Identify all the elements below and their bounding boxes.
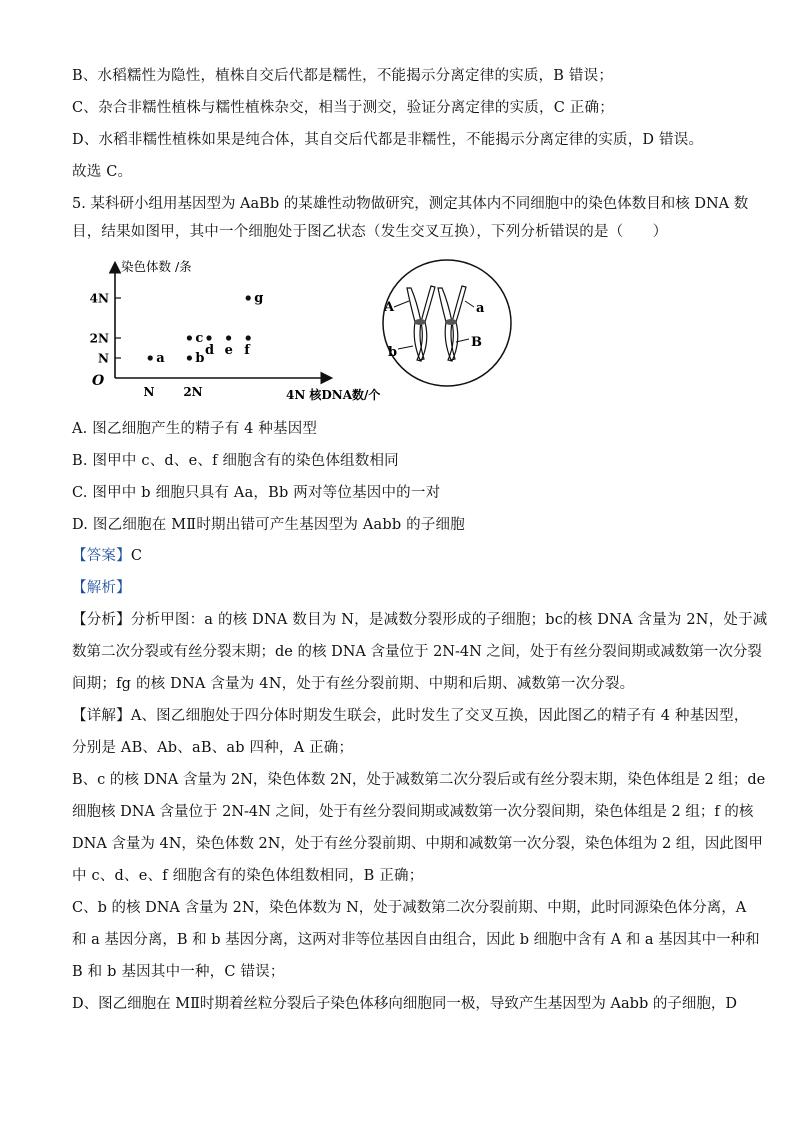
data-point-c bbox=[187, 335, 192, 340]
answer-value: C bbox=[130, 548, 143, 564]
answer-line bbox=[72, 546, 722, 566]
option-d: D. 图乙细胞在 MⅡ时期出错可产生基因型为 Aabb 的子细胞 bbox=[72, 517, 465, 533]
option-b: B. 图甲中 c、d、e、f 细胞含有的染色体组数相同 bbox=[72, 453, 399, 469]
analysis-sub-tag: 【分析】 bbox=[72, 612, 131, 628]
analysis-line-2: 数第二次分裂或有丝分裂末期；de 的核 DNA 含量位于 2N-4N 之间，处于有丝分裂间期或减数第一次分裂 bbox=[72, 644, 762, 660]
question-line-1: 5. 某科研小组用基因型为 AaBb 的某雄性动物做研究，测定其体内不同细胞中的染色体数目和核 DNA 数 bbox=[72, 196, 749, 212]
gene-label-A: A bbox=[384, 300, 395, 315]
origin-label: O bbox=[92, 373, 105, 389]
x-tick-label: 2N bbox=[183, 385, 203, 399]
data-label-b: b bbox=[195, 351, 205, 366]
answer-tag: 【答案】 bbox=[72, 548, 131, 564]
detail-line-6: 中 c、d、e、f 细胞含有的染色体组数相同，B 正确； bbox=[72, 868, 424, 884]
data-label-a: a bbox=[156, 351, 165, 366]
detail-line-2: 分别是 AB、Ab、aB、ab 四种，A 正确； bbox=[72, 740, 354, 756]
detail-line-8: 和 a 基因分离，B 和 b 基因分离，这两对非等位基因自由组合，因此 b 细胞中含有 A 和 a 基因其中一种和 bbox=[72, 932, 760, 948]
gene-label-b: b bbox=[388, 345, 398, 360]
cell-diagram bbox=[383, 260, 511, 386]
prev-conclusion: 故选 C。 bbox=[72, 164, 133, 180]
figure-area bbox=[72, 256, 632, 402]
data-label-g: g bbox=[254, 291, 264, 306]
data-point-f bbox=[246, 335, 251, 340]
analysis-line-1: 【分析】分析甲图：a 的核 DNA 数目为 N，是减数分裂形成的子细胞；bc的核 DNA 含量为 2N，处于减 bbox=[72, 612, 768, 628]
y-axis-label: 染色体数 /条 bbox=[121, 259, 192, 274]
data-point-b bbox=[187, 355, 192, 360]
data-points bbox=[148, 291, 264, 366]
detail-line-1: 【详解】A、图乙细胞处于四分体时期发生联会，此时发生了交叉互换，因此图乙的精子有 4 种基因型， bbox=[72, 708, 749, 724]
y-tick-label: N bbox=[98, 351, 109, 366]
y-tick-label: 4N bbox=[89, 291, 109, 306]
prev-option-d: D、水稻非糯性植株如果是纯合体，其自交后代都是非糯性，不能揭示分离定律的实质，D 错误。 bbox=[72, 132, 704, 148]
analysis-line-3: 间期；fg 的核 DNA 含量为 4N，处于有丝分裂前期、中期和后期、减数第一次分裂。 bbox=[72, 676, 635, 692]
data-point-g bbox=[246, 295, 251, 300]
data-label-c: c bbox=[195, 331, 204, 346]
analysis-tag: 【解析】 bbox=[72, 580, 131, 596]
centromere-left bbox=[414, 319, 426, 325]
detail-line-7: C、b 的核 DNA 含量为 2N，染色体数为 N，处于减数第二次分裂前期、中期，此时同源染色体分离，A bbox=[72, 900, 747, 916]
x-tick-label: N bbox=[143, 385, 155, 399]
detail-line-9: B 和 b 基因其中一种，C 错误； bbox=[72, 964, 285, 980]
data-point-e bbox=[226, 335, 231, 340]
data-point-d bbox=[206, 335, 211, 340]
detail-line-4: 细胞核 DNA 含量位于 2N-4N 之间，处于有丝分裂间期或减数第一次分裂间期，染色体组是 2 组；f 的核 bbox=[72, 804, 754, 820]
centromere-right bbox=[445, 319, 457, 325]
option-c: C. 图甲中 b 细胞只具有 Aa，Bb 两对等位基因中的一对 bbox=[72, 485, 441, 501]
y-tick-label: 2N bbox=[89, 331, 109, 346]
detail-line-5: DNA 含量为 4N，染色体数 2N，处于有丝分裂前期、中期和减数第一次分裂，染色体组为 2 组，因此图甲 bbox=[72, 836, 763, 852]
question-line-2: 目，结果如图甲，其中一个细胞处于图乙状态（发生交叉互换），下列分析错误的是（ ） bbox=[72, 224, 668, 240]
data-label-d: d bbox=[205, 343, 215, 358]
detail-tag: 【详解】 bbox=[72, 708, 131, 724]
prev-option-c: C、杂合非糯性植株与糯性植株杂交，相当于测交，验证分离定律的实质，C 正确； bbox=[72, 100, 614, 116]
data-label-e: e bbox=[224, 343, 233, 358]
detail-line-3: B、c 的核 DNA 含量为 2N，染色体数 2N，处于减数第二次分裂后或有丝分裂末期，染色体组是 2 组；de bbox=[72, 772, 766, 788]
option-a: A. 图乙细胞产生的精子有 4 种基因型 bbox=[72, 421, 318, 437]
x-axis-label: 4N 核DNA数/个 bbox=[286, 388, 381, 402]
prev-option-b: B、水稻糯性为隐性，植株自交后代都是糯性，不能揭示分离定律的实质，B 错误； bbox=[72, 68, 614, 84]
data-point-a bbox=[148, 355, 153, 360]
gene-label-a: a bbox=[476, 301, 485, 316]
axis-ticks bbox=[90, 292, 203, 400]
gene-label-B: B bbox=[471, 335, 482, 350]
detail-line-10: D、图乙细胞在 MⅡ时期着丝粒分裂后子染色体移向细胞同一极，导致产生基因型为 Aabb 的子细胞，D bbox=[72, 996, 737, 1012]
data-label-f: f bbox=[244, 343, 250, 358]
figure-svg bbox=[72, 256, 632, 402]
